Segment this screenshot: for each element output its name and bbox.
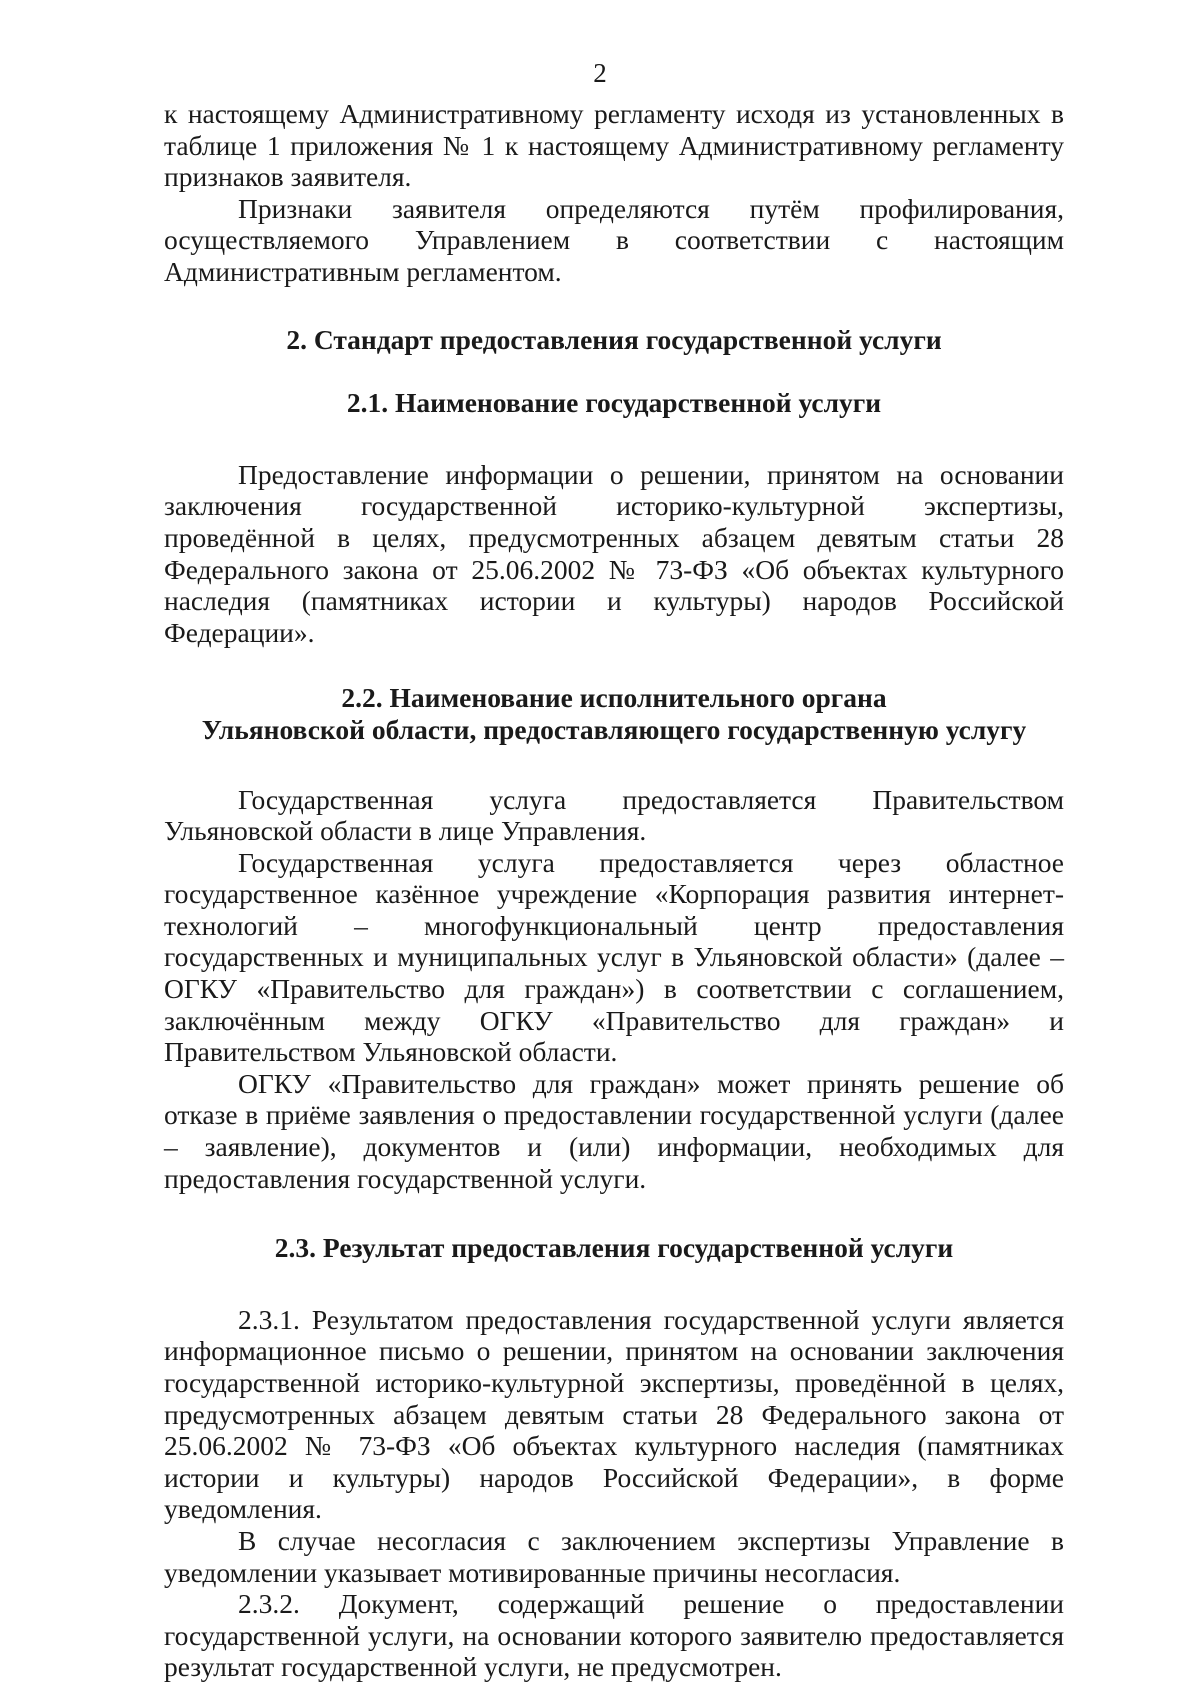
section-2-1-paragraph: Предоставление информации о решении, принятом на основании заключения государственной историко-культурной экспертизы, проведённой в целях, предусмотренных абзацем девятым статьи 28 Федерального закона от 25.06.2002 № 73-ФЗ «Об объектах культурного наследия (памятниках истории и культуры) народов Российской Федерации». <box>164 458 1064 648</box>
section-2-3-paragraph-2: В случае несогласия с заключением экспертизы Управление в уведомлении указывает мотивированные причины несогласия. <box>164 1524 1064 1588</box>
section-2-3-paragraph-3: 2.3.2. Документ, содержащий решение о предоставлении государственной услуги, на основании которого заявителю предоставляется результат государственной услуги, не предусмотрен. <box>164 1588 1064 1683</box>
section-2-2-paragraph-1: Государственная услуга предоставляется Правительством Ульяновской области в лице Управления. <box>164 783 1064 847</box>
section-2-heading: 2. Стандарт предоставления государственной услуги <box>286 323 942 355</box>
section-2-3-paragraph-1: 2.3.1. Результатом предоставления государственной услуги является информационное письмо о решении, принятом на основании заключения государственной историко-культурной экспертизы, проведённой в целях, предусмотренных абзацем девятым статьи 28 Федерального закона от 25.06.2002 № 73-ФЗ «Об объектах культурного наследия (памятниках истории и культуры) народов Российской Федерации», в форме уведомления. <box>164 1303 1064 1525</box>
section-2-1-heading: 2.1. Наименование государственной услуги <box>346 387 882 419</box>
section-2-2-paragraph-3: ОГКУ «Правительство для граждан» может принять решение об отказе в приёме заявления о предоставлении государственной услуги (далее – заявление), документов и (или) информации, необходимых для предоставления государственной услуги. <box>164 1067 1064 1194</box>
section-2-3-heading: 2.3. Результат предоставления государственной услуги <box>274 1232 954 1264</box>
page-number: 2 <box>593 58 607 88</box>
section-2-2-heading-line-2: Ульяновской области, предоставляющего государственную услугу <box>201 713 1027 745</box>
section-2-2-heading-line-1: 2.2. Наименование исполнительного органа <box>341 682 887 714</box>
section-2-2-paragraph-2: Государственная услуга предоставляется через областное государственное казённое учреждение «Корпорация развития интернет-технологий – многофункциональный центр предоставления государственных и муниципальных услуг в Ульяновской области» (далее – ОГКУ «Правительство для граждан») в соответствии с соглашением, заключённым между ОГКУ «Правительство для граждан» и Правительством Ульяновской области. <box>164 846 1064 1068</box>
intro-paragraph-1: к настоящему Административному регламенту исходя из установленных в таблице 1 приложения № 1 к настоящему Административному регламенту признаков заявителя. <box>164 98 1064 193</box>
document-body <box>164 98 1064 1683</box>
intro-paragraph-2: Признаки заявителя определяются путём профилирования, осуществляемого Управлением в соответствии с настоящим Административным регламентом. <box>164 192 1064 287</box>
